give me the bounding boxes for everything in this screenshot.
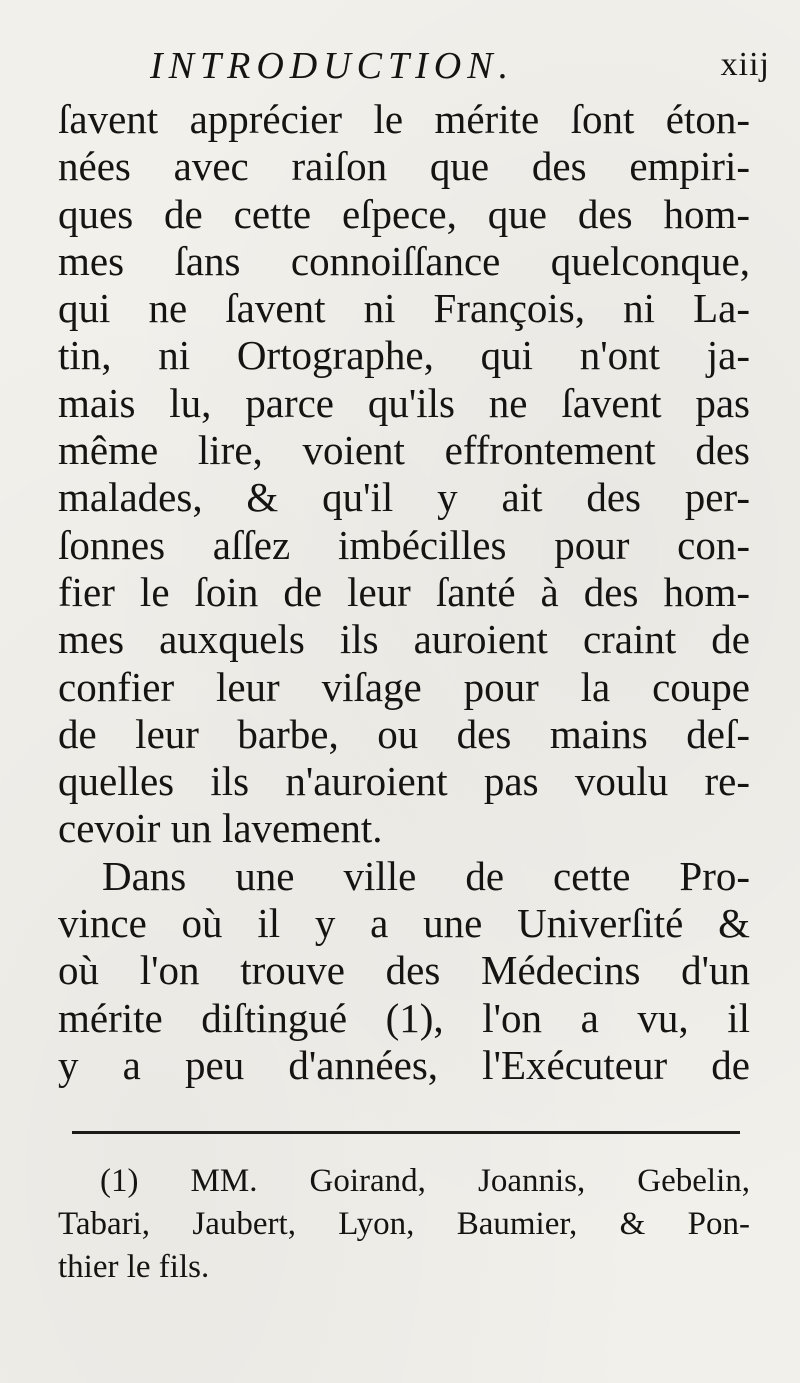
text-line: ſavent apprécier le mérite ſont éton- xyxy=(58,96,750,142)
text-line: de leur barbe, ou des mains deſ- xyxy=(58,710,750,757)
paragraph-start-line: Dans une ville de cette Pro- xyxy=(102,852,750,899)
footnote xyxy=(58,1160,750,1289)
text-line: ques de cette eſpece, que des hom- xyxy=(58,190,750,237)
paragraph-end-line: cevoir un lavement. xyxy=(58,805,383,852)
text-line: quelles ils n'auroient pas voulu re- xyxy=(58,758,750,805)
page-number: xiij xyxy=(720,46,770,83)
footnote-line: (1) MM. Goirand, Joannis, Gebelin, xyxy=(100,1163,750,1199)
text-line: malades, & qu'il y ait des per- xyxy=(58,474,750,521)
running-title: INTRODUCTION. xyxy=(150,45,515,87)
body-text xyxy=(58,96,750,1089)
footnote-line: Tabari, Jaubert, Lyon, Baumier, & Pon- xyxy=(58,1206,750,1242)
page-header xyxy=(150,44,770,94)
text-line: fier le ſoin de leur ſanté à des hom- xyxy=(58,568,750,615)
text-line: ſonnes aſſez imbécilles pour con- xyxy=(58,521,750,568)
text-line: qui ne ſavent ni François, ni La- xyxy=(58,285,750,332)
text-line: nées avec raiſon que des empiri- xyxy=(58,143,750,190)
text-line: mais lu, parce qu'ils ne ſavent pas xyxy=(58,379,750,426)
footnote-divider xyxy=(72,1131,740,1134)
text-line: même lire, voient effrontement des xyxy=(58,427,750,474)
text-line: où l'on trouve des Médecins d'un xyxy=(58,947,750,994)
text-line: confier leur viſage pour la coupe xyxy=(58,663,750,710)
text-line: tin, ni Ortographe, qui n'ont ja- xyxy=(58,332,750,379)
text-line: vince où il y a une Univerſité & xyxy=(58,900,750,947)
footnote-line: thier le fils. xyxy=(58,1249,210,1285)
text-line: mes ſans connoiſſance quelconque, xyxy=(58,237,750,284)
text-line: mes auxquels ils auroient craint de xyxy=(58,616,750,663)
text-line: y a peu d'années, l'Exécuteur de xyxy=(58,1041,750,1088)
text-line: mérite diſtingué (1), l'on a vu, il xyxy=(58,994,750,1041)
